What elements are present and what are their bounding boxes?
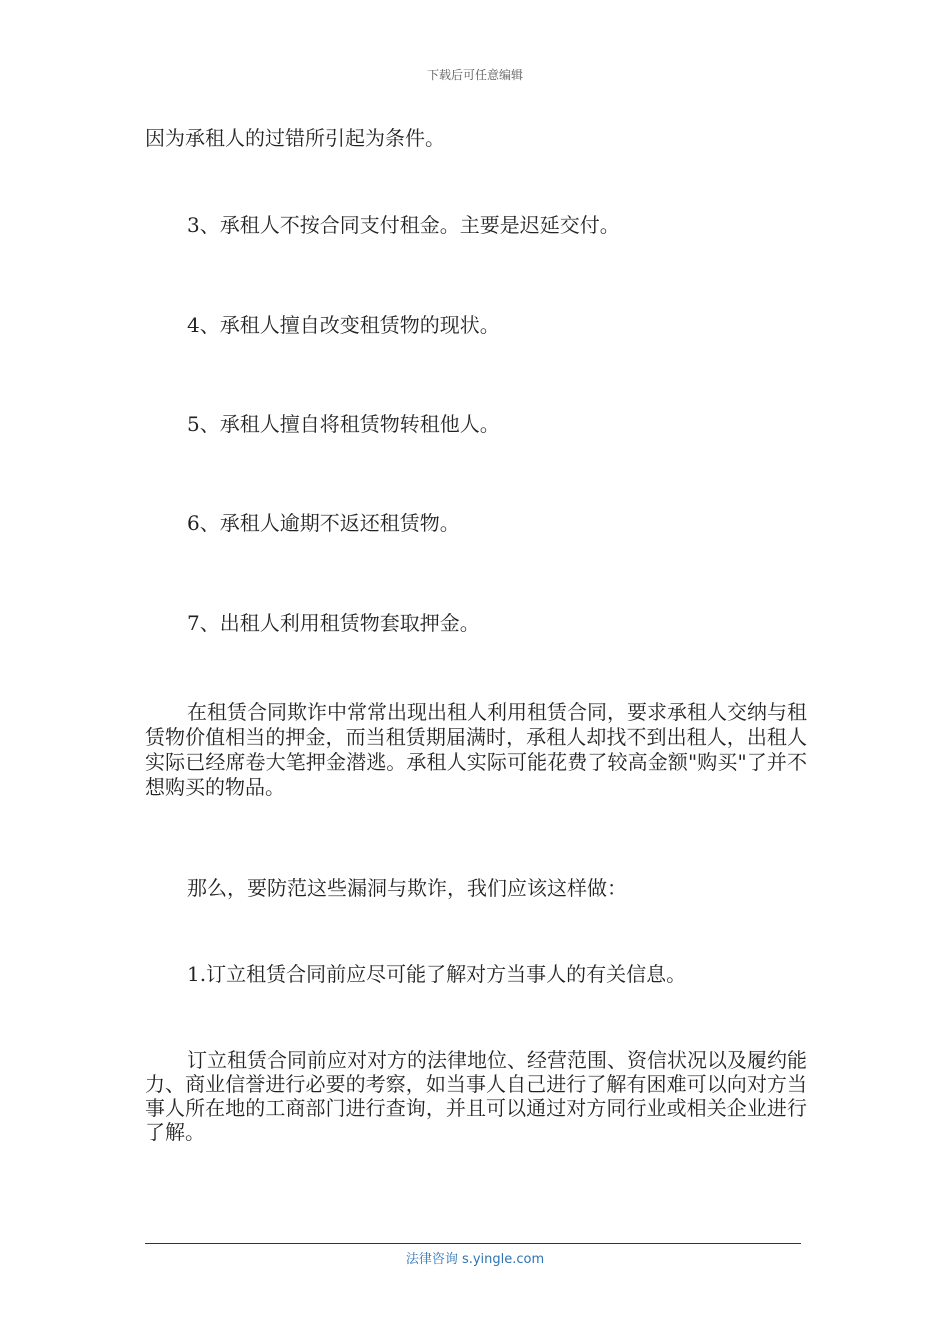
page-header: 下载后可任意编辑	[426, 68, 523, 82]
paragraph-item-4: 4、承租人擅自改变租赁物的现状。	[187, 313, 500, 337]
page-footer: 法律咨询 s.yingle.com	[405, 1252, 545, 1267]
footer-divider	[145, 1243, 801, 1244]
paragraph-item-6: 6、承租人逾期不返还租赁物。	[187, 511, 460, 535]
paragraph-item-7: 7、出租人利用租赁物套取押金。	[187, 611, 480, 635]
paragraph-step-1: 1.订立租赁合同前应尽可能了解对方当事人的有关信息。	[187, 962, 687, 986]
paragraph-prevention-intro: 那么，要防范这些漏洞与欺诈，我们应该这样做：	[187, 876, 627, 900]
paragraph-step-1-detail: 订立租赁合同前应对对方的法律地位、经营范围、资信状况以及履约能力、商业信誉进行必要的考察，如当事人自己进行了解有困难可以向对方当事人所在地的工商部门进行查询，并且可以通过对方同行业或相关企业进行了解。	[145, 1048, 807, 1144]
paragraph-item-3: 3、承租人不按合同支付租金。主要是迟延交付。	[187, 213, 620, 237]
paragraph-item-5: 5、承租人擅自将租赁物转租他人。	[187, 412, 500, 436]
paragraph-fraud-description: 在租赁合同欺诈中常常出现出租人利用租赁合同，要求承租人交纳与租赁物价值相当的押金，而当租赁期届满时，承租人却找不到出租人，出租人实际已经席卷大笔押金潜逃。承租人实际可能花费了较高金额"购买"了并不想购买的物品。	[145, 700, 807, 799]
paragraph-1: 因为承租人的过错所引起为条件。	[145, 126, 445, 150]
